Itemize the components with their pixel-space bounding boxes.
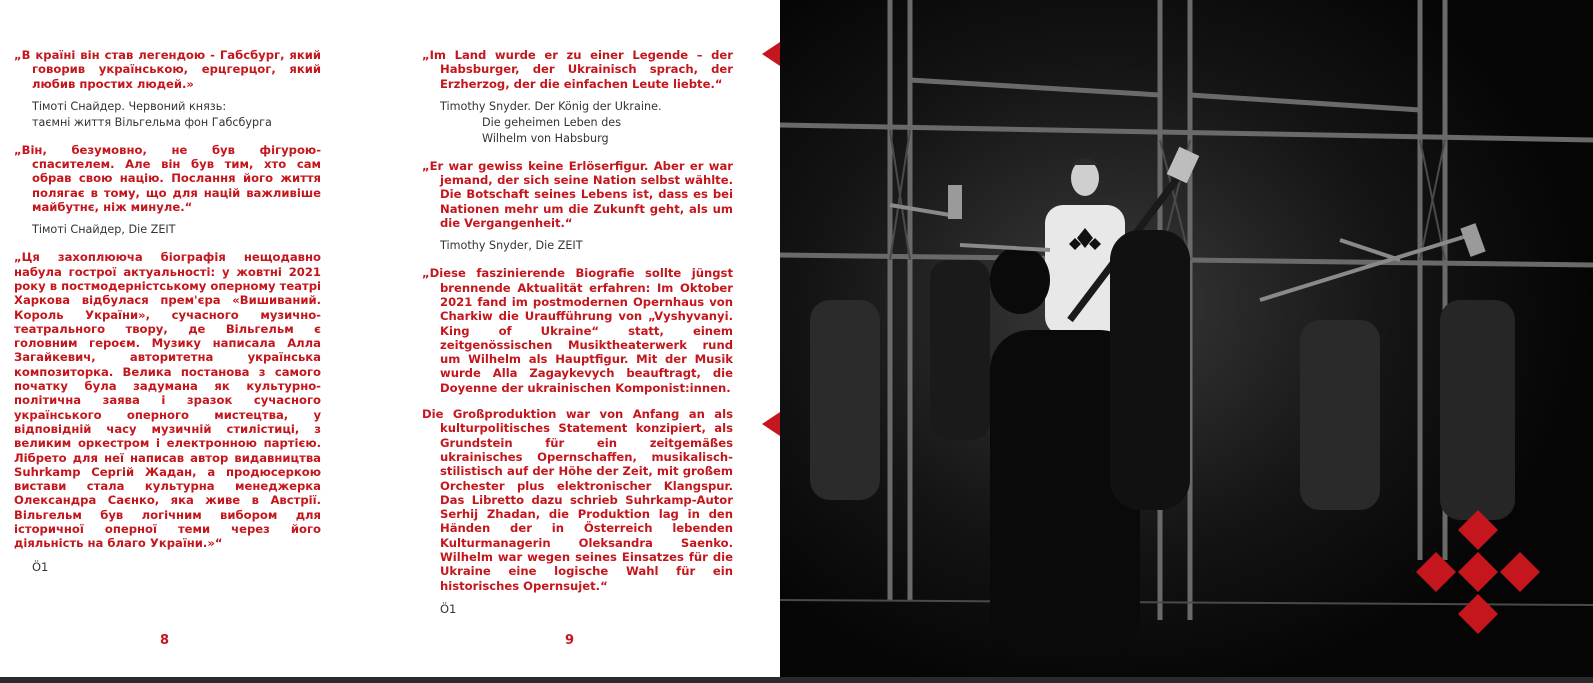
citation-zeit-ua: Тімоті Снайдер, Die ZEIT: [32, 223, 176, 237]
quote-oe1-de-part1: „Diese faszinierende Biografie sollte jüngst brennende Aktualität erfahren: Im Oktober 2021 fand im postmodernen Opernhaus von Charkiw die Uraufführung von „Vyshyvanyi. King of Ukraine“ statt, einem zeitgenössischen Musiktheaterwerk rund um Wilhelm als Hauptfigur. Mit der Musik wurde Alla Zagaykevych beauftragt, die Doyenne der ukrainischen Komponist:innen.: [422, 266, 733, 395]
citation-snyder-book-de: [440, 99, 733, 147]
stage-photo: [780, 0, 1593, 677]
red-triangle-marker-middle: [762, 412, 780, 436]
citation-line-2: таємні життя Вільгельма фон Габсбурга: [32, 115, 272, 129]
page-number-left: 8: [160, 633, 170, 648]
citation-line-3: Wilhelm von Habsburg: [482, 131, 609, 145]
left-text-column: [14, 48, 321, 574]
quote-snyder-de: „Im Land wurde er zu einer Legende – der Habsburger, der Ukrainisch sprach, der Erzherzog, der die einfachen Leute liebte.“: [422, 48, 733, 91]
quote-zeit-de: „Er war gewiss keine Erlöserfigur. Aber er war jemand, der sich seine Nation selbst wählte. Die Botschaft seines Lebens ist, dass es bei Nationen mehr um die Zukunft geht, als um die Vergangenheit.“: [422, 158, 733, 231]
quote-zeit-ua: „Він, безумовно, не був фігурою-спасителем. Але він був тим, хто сам обрав свою націю. Послання його життя полягає в тому, що для націй важливіше майбутнє, ніж минуле.“: [14, 142, 321, 215]
right-text-column: [422, 48, 733, 616]
citation-line-1: Timothy Snyder. Der König der Ukraine.: [440, 99, 662, 113]
citation-snyder-book-ua: [32, 99, 321, 131]
quote-oe1-de-part2: Die Großproduktion war von Anfang an als kulturpolitisches Statement konzipiert, als Grundstein für ein zeitgemäßes ukrainisches Opernschaffen, musikalisch-stilistisch auf der Höhe der Zeit, mit großem Orchester plus elektronischer Klangspur. Das Libretto dazu schrieb Suhrkamp-Autor Serhij Zhadan, die Produktion lag in den Händen der in Österreich lebenden Kulturmanagerin Oleksandra Saenko. Wilhelm war wegen seines Einsatzes für die Ukraine eine logische Wahl für ein historisches Opernsujet.“: [422, 407, 733, 593]
right-page: [403, 0, 780, 677]
citation-line-2: Die geheimen Leben des: [482, 115, 622, 129]
citation-line-1: Тімоті Снайдер. Червоний князь:: [32, 99, 227, 113]
quote-oe1-ua: „Ця захоплююча біографія нещодавно набула гострої актуальності: у жовтні 2021 року в постмодерністському оперному театрі Харкова відбулася прем'єра «Вишиваний. Король України», сучасного музично-театрального твору, де Вільгельм є головним героєм. Музику написала Алла Загайкевич, авторитетна українська композиторка. Велика постанова з самого початку була задумана як культурно-політична заява і зразок сучасного українського оперного мистецтва, у відповідній часу музичній стилістиці, з великим оркестром і електронною партією. Лібрето для неї написав автор видавництва Suhrkamp Сергій Жадан, а продюсеркою вистави стала культурна менеджерка Олександра Саєнко, яка живе в Австрії. Вільгельм був логічним вибором для історичної оперної теми через його діяльність на благо України.»“: [14, 250, 321, 551]
red-triangle-marker-top: [762, 42, 780, 66]
page-number-right: 9: [565, 633, 575, 648]
source-oe1-ua: Ö1: [32, 559, 49, 574]
quote-snyder-ua: „В країні він став легендою - Габсбург, який говорив українською, ерцгерцог, який любив простих людей.»: [14, 48, 321, 91]
source-oe1-de: Ö1: [440, 601, 457, 616]
citation-zeit-de: Timothy Snyder, Die ZEIT: [440, 239, 583, 253]
opera-stage-illustration: [780, 0, 1593, 677]
bottom-edge-strip: [0, 677, 1593, 683]
left-page: [0, 0, 403, 677]
